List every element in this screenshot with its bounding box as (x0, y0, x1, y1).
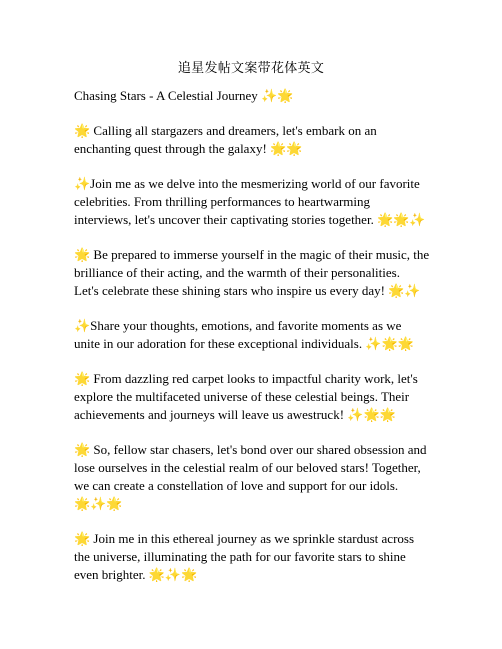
paragraph-line: 🌟 Join me in this ethereal journey as we sprinkle stardust across (74, 531, 415, 546)
paragraph-line: ✨Share your thoughts, emotions, and favorite moments as we (74, 318, 402, 333)
paragraph-line: ✨Join me as we delve into the mesmerizing world of our favorite (74, 176, 420, 191)
paragraph-line: we can create a constellation of love and support for our idols. (74, 478, 399, 493)
paragraph-line: Let's celebrate these shining stars who inspire us every day! 🌟✨ (74, 283, 421, 298)
paragraph-line: even brighter. 🌟✨🌟 (74, 567, 198, 582)
paragraph-7 (74, 530, 434, 584)
paragraph-line: enchanting quest through the galaxy! 🌟🌟 (74, 141, 303, 156)
post-heading: Chasing Stars - A Celestial Journey ✨🌟 (74, 88, 294, 103)
paragraph-4 (74, 317, 434, 353)
paragraph-line: explore the multifaceted universe of these celestial beings. Their (74, 389, 410, 404)
paragraph-line: unite in our adoration for these exceptional individuals. ✨🌟🌟 (74, 336, 414, 351)
paragraph-line: lose ourselves in the celestial realm of our beloved stars! Together, (74, 460, 421, 475)
paragraph-5 (74, 370, 434, 424)
paragraph-line: 🌟 So, fellow star chasers, let's bond over our shared obsession and (74, 442, 427, 457)
document-title: 追星发帖文案带花体英文 (177, 60, 325, 75)
document-body (74, 87, 434, 601)
paragraph-line: brilliance of their acting, and the warmth of their personalities. (74, 265, 400, 280)
paragraph-line: 🌟✨🌟 (74, 496, 123, 511)
paragraph-line: 🌟 From dazzling red carpet looks to impactful charity work, let's (74, 371, 418, 386)
paragraph-6 (74, 441, 434, 513)
paragraph-1 (74, 122, 434, 158)
paragraph-line: celebrities. From thrilling performances to heartwarming (74, 194, 371, 209)
paragraph-line: 🌟 Be prepared to immerse yourself in the magic of their music, the (74, 247, 430, 262)
paragraph-3 (74, 246, 434, 300)
paragraph-2 (74, 175, 434, 229)
paragraph-line: achievements and journeys will leave us awestruck! ✨🌟🌟 (74, 407, 396, 422)
paragraph-line: interviews, let's uncover their captivating stories together. 🌟🌟✨ (74, 212, 426, 227)
paragraph-line: 🌟 Calling all stargazers and dreamers, let's embark on an (74, 123, 377, 138)
paragraph-line: the universe, illuminating the path for our favorite stars to shine (74, 549, 406, 564)
